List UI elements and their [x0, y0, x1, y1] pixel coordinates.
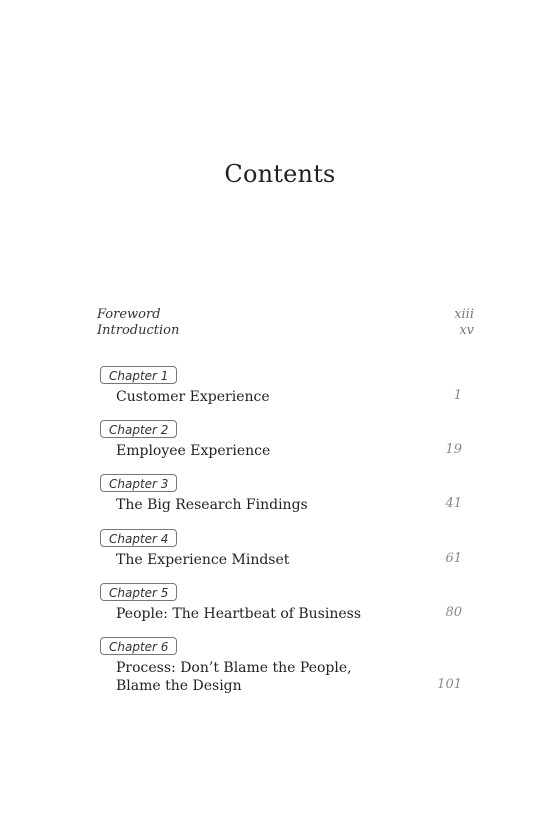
- front-matter-label: Introduction: [97, 323, 180, 338]
- chapter-tag: Chapter 4: [100, 529, 177, 547]
- chapter-title[interactable]: The Big Research Findings: [116, 497, 308, 513]
- front-matter-page: xv: [459, 323, 474, 338]
- chapter-title[interactable]: The Experience Mindset: [116, 552, 290, 568]
- chapter-page: 1: [453, 388, 462, 403]
- chapter-tag: Chapter 1: [100, 366, 177, 384]
- chapter-tag: Chapter 6: [100, 637, 177, 655]
- chapter-title[interactable]: Employee Experience: [116, 443, 271, 459]
- page-title: Contents: [224, 160, 336, 188]
- chapter-page: 80: [445, 605, 462, 620]
- chapter-title-line: Blame the Design: [116, 678, 242, 694]
- chapter-tag: Chapter 3: [100, 474, 177, 492]
- front-matter-page: xiii: [454, 307, 474, 322]
- chapter-page: 41: [445, 496, 462, 511]
- front-matter-foreword[interactable]: [97, 307, 474, 322]
- chapter-title-line: Process: Don’t Blame the People,: [116, 660, 352, 676]
- chapter-title[interactable]: People: The Heartbeat of Business: [116, 606, 362, 622]
- front-matter-introduction[interactable]: [97, 323, 474, 338]
- chapter-title[interactable]: Customer Experience: [116, 389, 270, 405]
- chapter-tag: Chapter 5: [100, 583, 177, 601]
- chapter-tag: Chapter 2: [100, 420, 177, 438]
- chapter-page: 101: [437, 677, 462, 692]
- chapter-page: 19: [445, 442, 462, 457]
- front-matter-label: Foreword: [97, 307, 161, 322]
- chapter-page: 61: [445, 551, 462, 566]
